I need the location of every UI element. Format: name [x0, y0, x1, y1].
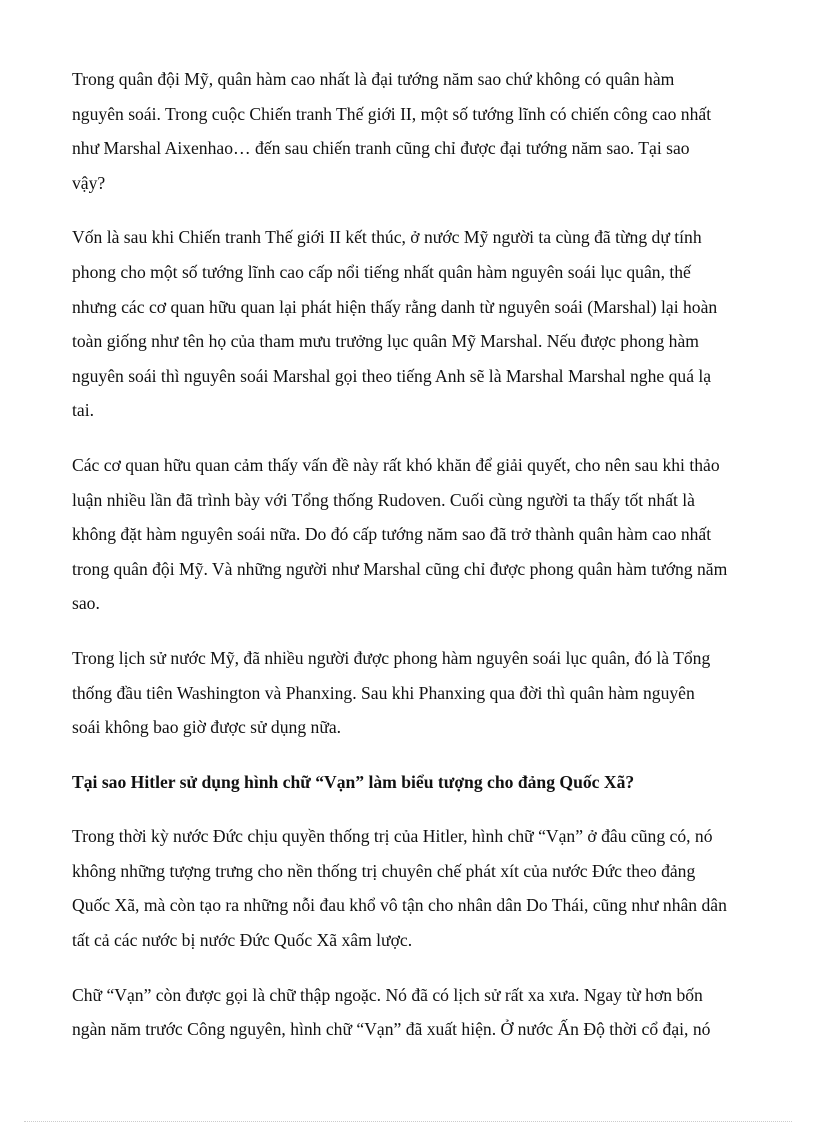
text-line: không đặt hàm nguyên soái nữa. Do đó cấp tướng năm sao đã trở thành quân hàm cao nhất	[72, 524, 712, 545]
body-paragraph	[72, 978, 772, 1047]
text-line: tai.	[72, 400, 94, 421]
document-page	[72, 62, 772, 1067]
text-line: soái không bao giờ được sử dụng nữa.	[72, 717, 342, 738]
body-paragraph	[72, 220, 772, 428]
body-paragraph	[72, 448, 772, 621]
text-line: Quốc Xã, mà còn tạo ra những nỗi đau khổ vô tận cho nhân dân Do Thái, cũng như nhân dân	[72, 895, 727, 916]
text-line: Trong lịch sử nước Mỹ, đã nhiều người được phong hàm nguyên soái lục quân, đó là Tổng	[72, 647, 711, 668]
text-line: Trong thời kỳ nước Đức chịu quyền thống trị của Hitler, hình chữ “Vạn” ở đâu cũng có, nó	[72, 826, 713, 847]
text-line: nhưng các cơ quan hữu quan lại phát hiện thấy rằng danh từ nguyên soái (Marshal) lại hoàn	[72, 296, 718, 317]
text-line: Chữ “Vạn” còn được gọi là chữ thập ngoặc. Nó đã có lịch sử rất xa xưa. Ngay từ hơn bốn	[72, 984, 703, 1005]
body-paragraph	[72, 641, 772, 745]
body-paragraph	[72, 62, 772, 200]
text-line: không những tượng trưng cho nền thống trị chuyên chế phát xít của nước Đức theo đảng	[72, 860, 696, 881]
body-paragraph	[72, 819, 772, 957]
document-body	[72, 62, 772, 1047]
text-line: sao.	[72, 593, 100, 614]
page-bottom-divider	[24, 1121, 792, 1122]
text-line: luận nhiều lần đã trình bày với Tổng thống Rudoven. Cuối cùng người ta thấy tốt nhất là	[72, 489, 695, 510]
text-line: Vốn là sau khi Chiến tranh Thế giới II kết thúc, ở nước Mỹ người ta cùng đã từng dự tính	[72, 227, 702, 248]
section-heading	[72, 765, 772, 800]
text-line: toàn giống như tên họ của tham mưu trưởng lục quân Mỹ Marshal. Nếu được phong hàm	[72, 331, 699, 352]
text-line: vậy?	[72, 172, 106, 193]
text-line: Các cơ quan hữu quan cảm thấy vấn đề này rất khó khăn để giải quyết, cho nên sau khi thảo	[72, 454, 720, 475]
text-line: ngàn năm trước Công nguyên, hình chữ “Vạn” đã xuất hiện. Ở nước Ấn Độ thời cổ đại, nó	[72, 1019, 711, 1040]
text-line: như Marshal Aixenhao… đến sau chiến tranh cũng chỉ được đại tướng năm sao. Tại sao	[72, 138, 690, 159]
text-line: phong cho một số tướng lĩnh cao cấp nổi tiếng nhất quân hàm nguyên soái lục quân, thế	[72, 261, 691, 282]
text-line: tất cả các nước bị nước Đức Quốc Xã xâm lược.	[72, 930, 413, 951]
text-line: Tại sao Hitler sử dụng hình chữ “Vạn” làm biểu tượng cho đảng Quốc Xã?	[72, 771, 635, 792]
text-line: nguyên soái. Trong cuộc Chiến tranh Thế giới II, một số tướng lĩnh có chiến công cao nhất	[72, 103, 712, 124]
text-line: Trong quân đội Mỹ, quân hàm cao nhất là đại tướng năm sao chứ không có quân hàm	[72, 69, 675, 89]
text-line: nguyên soái thì nguyên soái Marshal gọi theo tiếng Anh sẽ là Marshal Marshal nghe quá lạ	[72, 365, 712, 386]
text-line: thống đầu tiên Washington và Phanxing. Sau khi Phanxing qua đời thì quân hàm nguyên	[72, 682, 695, 703]
text-line: trong quân đội Mỹ. Và những người như Marshal cũng chỉ được phong quân hàm tướng năm	[72, 558, 728, 579]
